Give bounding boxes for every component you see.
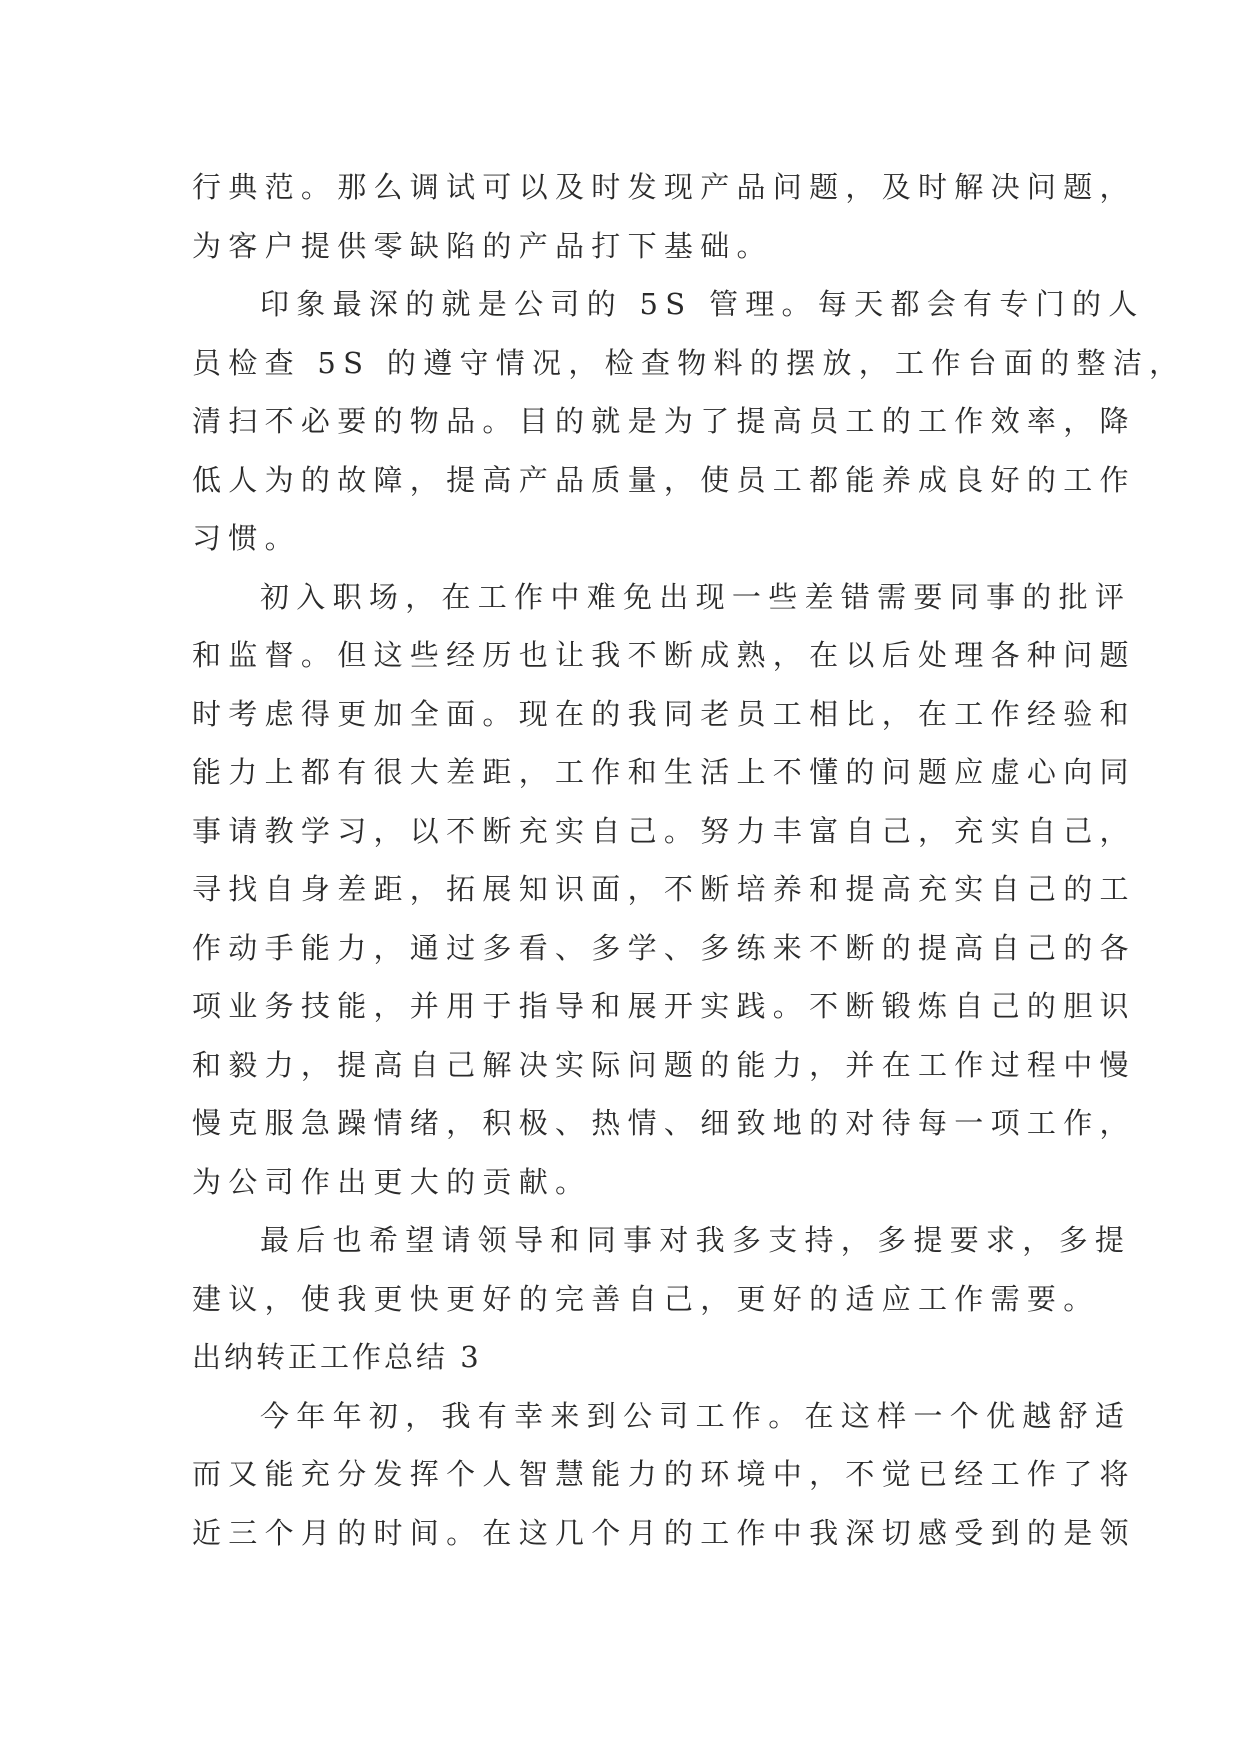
text-line: 慢克服急躁情绪，积极、热情、细致地的对待每一项工作，: [192, 1106, 1136, 1140]
text-line: 项业务技能，并用于指导和展开实践。不断锻炼自己的胆识: [192, 989, 1136, 1023]
text-line: 而又能充分发挥个人智慧能力的环境中，不觉已经工作了将: [192, 1457, 1136, 1491]
text-line: 能力上都有很大差距，工作和生活上不懂的问题应虚心向同: [192, 755, 1136, 789]
section-heading: 出纳转正工作总结 3: [192, 1340, 482, 1374]
text-line: 和毅力，提高自己解决实际问题的能力，并在工作过程中慢: [192, 1047, 1136, 1082]
paragraph-start-line: 最后也希望请领导和同事对我多支持，多提要求，多提: [260, 1223, 1132, 1257]
text-line: 清扫不必要的物品。目的就是为了提高员工的工作效率，降: [192, 404, 1136, 438]
text-line: 低人为的故障，提高产品质量，使员工都能养成良好的工作: [192, 462, 1136, 497]
text-line: 寻找自身差距，拓展知识面，不断培养和提高充实自己的工: [192, 872, 1136, 906]
paragraph-start-line: 初入职场，在工作中难免出现一些差错需要同事的批评: [260, 579, 1132, 614]
paragraph-start-line: 印象最深的就是公司的 5S 管理。每天都会有专门的人: [260, 287, 1145, 321]
text-line: 建议，使我更快更好的完善自己，更好的适应工作需要。: [192, 1281, 1100, 1316]
text-line: 员检查 5S 的遵守情况，检查物料的摆放，工作台面的整洁，: [192, 345, 1186, 380]
text-line: 为公司作出更大的贡献。: [192, 1164, 592, 1199]
text-line: 为客户提供零缺陷的产品打下基础。: [192, 228, 773, 263]
document-body: [192, 158, 1186, 1562]
text-line: 近三个月的时间。在这几个月的工作中我深切感受到的是领: [192, 1515, 1136, 1550]
paragraph-start-line: 今年年初，我有幸来到公司工作。在这样一个优越舒适: [260, 1398, 1132, 1433]
text-line: 作动手能力，通过多看、多学、多练来不断的提高自己的各: [192, 930, 1136, 965]
text-line: 事请教学习，以不断充实自己。努力丰富自己，充实自己，: [192, 813, 1136, 848]
text-line: 行典范。那么调试可以及时发现产品问题，及时解决问题，: [192, 170, 1136, 204]
text-line: 习惯。: [192, 521, 301, 555]
text-line: 时考虑得更加全面。现在的我同老员工相比，在工作经验和: [192, 696, 1136, 731]
text-line: 和监督。但这些经历也让我不断成熟，在以后处理各种问题: [192, 638, 1136, 672]
